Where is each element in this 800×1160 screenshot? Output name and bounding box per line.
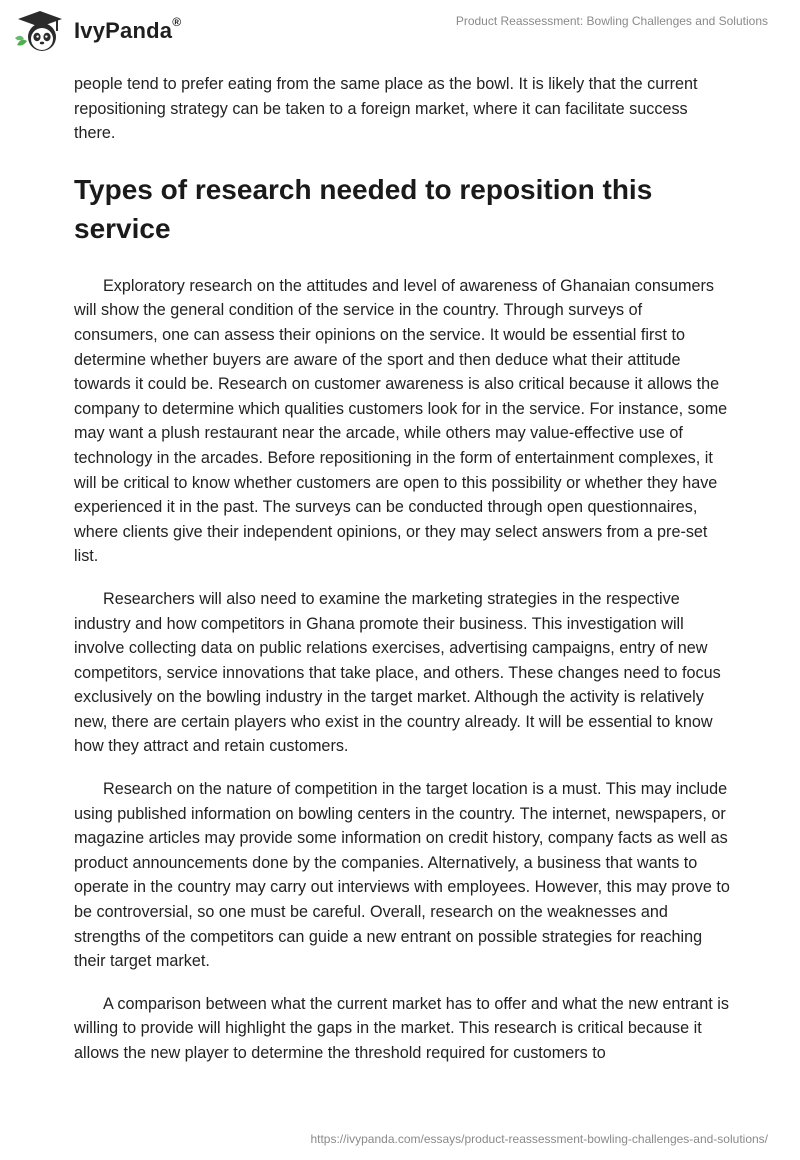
intro-paragraph: people tend to prefer eating from the same place as the bowl. It is likely that the current repositioning strategy can be taken to a foreign market, where it can facilitate success there.: [74, 75, 698, 143]
brand-name[interactable]: [74, 15, 182, 44]
section-heading: Types of research needed to reposition this service: [74, 173, 653, 244]
body-paragraph: Research on the nature of competition in the target location is a must. This may include using published information on bowling centers in the country. The internet, newspapers, or magazine articles may provide some information on credit history, company facts as well as product announcements done by the companies. Alternatively, a business that wants to operate in the country may carry out interviews with employees. However, this may prove to be controversial, so one must be careful. Overall, research on the weaknesses and strengths of the competitors can guide a new entrant on possible strategies for reaching their target market.: [74, 780, 730, 971]
body-paragraph: Exploratory research on the attitudes and level of awareness of Ghanaian consumers will show the general condition of the service in the country. Through surveys of consumers, one can assess their opinions on the service. It would be essential first to determine whether buyers are aware of the sport and then deduce what their attitude towards it could be. Research on customer awareness is also critical because it allows the company to determine which qualities customers look for in the service. For instance, some may want a plush restaurant near the arcade, while others may value-effective use of technology in the arcades. Before repositioning in the form of entertainment complexes, it will be critical to know whether customers are open to this possibility or whether they have experienced it in the past. The surveys can be conducted through open questionnaires, where clients give their independent opinions, or they may select answers from a pre-set list.: [74, 276, 728, 566]
registered-mark: ®: [172, 15, 182, 29]
body-paragraph: Researchers will also need to examine the marketing strategies in the respective industry and how competitors in Ghana promote their business. This investigation will involve collecting data on public relations exercises, advertising campaigns, entry of new competitors, service innovations that take place, and others. These changes need to focus exclusively on the bowling industry in the target market. Although the activity is relatively new, there are certain players who exist in the country already. It will be essential to know how they attract and retain customers.: [74, 589, 721, 756]
page-header: [0, 0, 800, 64]
essay-content: [74, 72, 730, 1084]
panda-logo-icon[interactable]: [14, 9, 66, 55]
source-url[interactable]: https://ivypanda.com/essays/product-reassessment-bowling-challenges-and-solutions/: [310, 1132, 768, 1146]
brand-text: IvyPanda: [74, 18, 173, 43]
document-title: Product Reassessment: Bowling Challenges and Solutions: [455, 14, 768, 28]
body-paragraph: A comparison between what the current market has to offer and what the new entrant is willing to provide will highlight the gaps in the market. This research is critical because it allows the new player to determine the threshold required for customers to: [74, 994, 729, 1062]
